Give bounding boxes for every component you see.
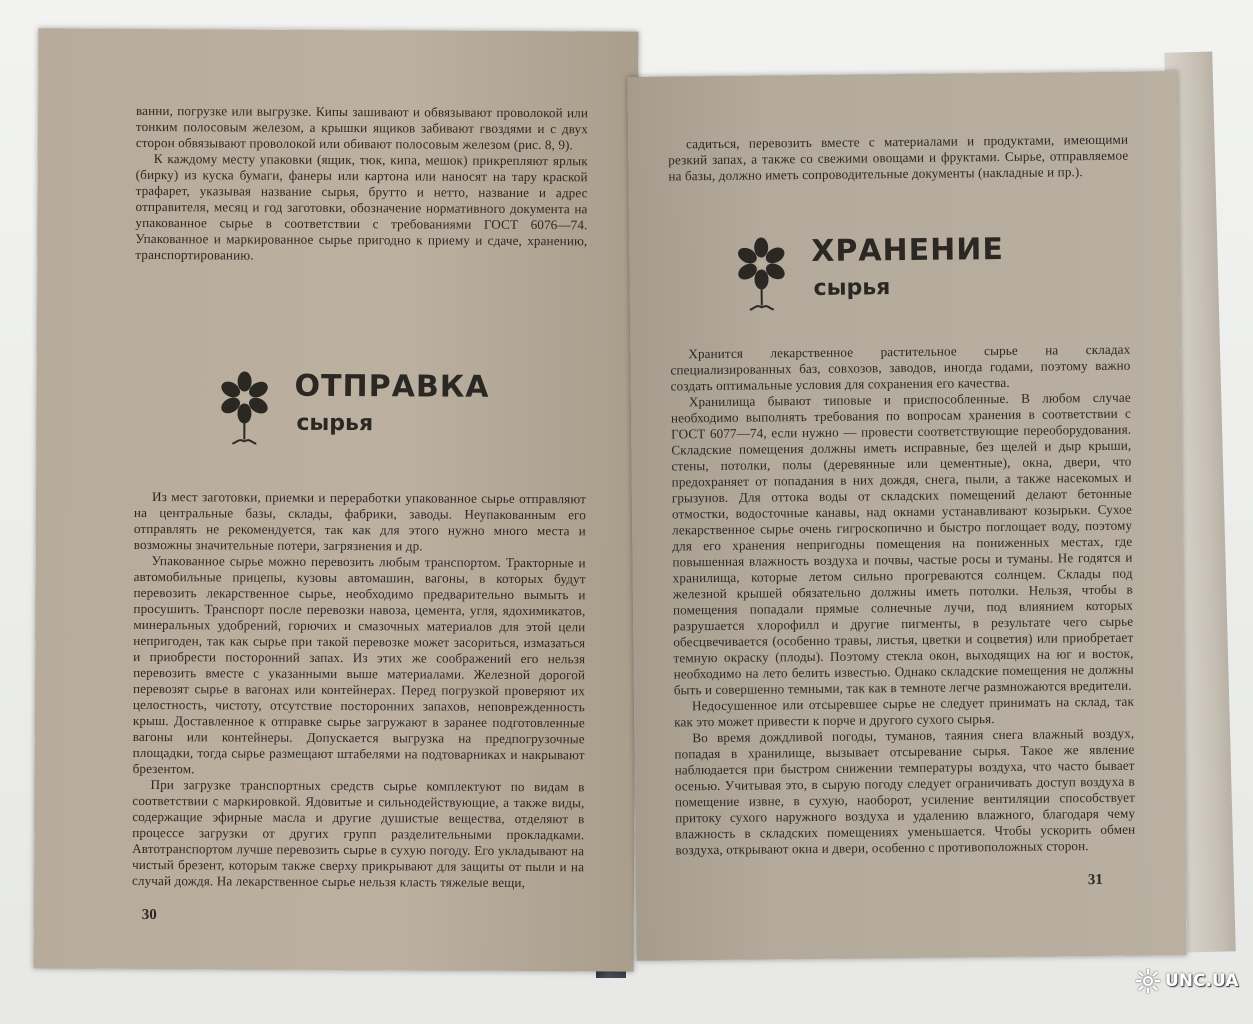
watermark (1135, 968, 1238, 994)
sun-logo-icon (1135, 968, 1161, 994)
section-title: ОТПРАВКА (294, 368, 490, 405)
flower-icon (733, 235, 790, 312)
left-page (34, 28, 639, 971)
section-title: ХРАНЕНИЕ (811, 231, 1005, 269)
left-section-heading (216, 369, 489, 446)
left-paragraph: Из мест заготовки, приемки и переработки упакованное сырье отправляют на центральные базы, склады, фабрики, заводы. Неупакованным его отправлять не рекомендуется, так как для этого нужно много места и возможны значительные потери, загрязнения и др. (133, 489, 587, 554)
right-page (627, 71, 1186, 961)
watermark-text: UNC.UA (1165, 971, 1239, 991)
left-paragraph: При загрузке транспортных средств сырье комплектуют по видам в соответствии с маркировкой. Ядовитые и сильнодействующие, а также виды, содержащие эфирные масла и другие душистые вещества, отделяют в процессе загрузки от других групп разделительными прокладками. Автотранспортом лучше перевозить сырье в сухую погоду. Его укладывают на чистый брезент, которым также сверху прикрывают для защиты от пыли и на случай дождя. На лекарственное сырье нельзя класть тяжелые вещи, (131, 777, 585, 890)
page-number: 30 (141, 906, 157, 924)
page-number: 31 (1087, 871, 1103, 889)
flower-icon (216, 369, 272, 445)
section-subtitle: сырья (296, 410, 374, 437)
right-paragraph: Хранилища бывают типовые и приспособленные. В любом случае необходимо выполнять требования по вопросам хранения в соответствии с ГОСТ 6077—74, если нужно — провести соответствующие переоборудования. Складские помещения должны иметь исправные, без щелей и дыр крыши, стены, потолки, полы (деревянные или цементные), окна, двери, что предохраняет от попадания в них дождя, снега, пыли, а также насекомых и грызунов. Для оттока воды от складских помещений делают бетонные отмостки, водосточные канавы, над окнами устанавливают козырьки. Сухое лекарственное сырье очень гигроскопично и быстро поглощает воду, поэтому для его хранения непригодны помещения на пониженных местах, где повышенная влажность воздуха и почвы, частые росы и туманы. Не годятся и хранилища, которые летом сильно прогреваются солнцем. Склады под железной крышей обязательно должны иметь потолки. Нельзя, чтобы в помещения попадали прямые солнечные лучи, под влиянием которых разрушается хлорофилл и другие пигменты, в результате чего сырье обесцвечивается (особенно травы, листья, цветки и соцветия) или приобретает темную окраску (плоды). Поэтому стекла окон, выходящих на юг и восток, необходимо на лето белить известью. Однако складские помещения не должны быть и совершенно темными, так как в темноте легче размножаются вредители. (670, 389, 1134, 698)
right-paragraph: Хранится лекарственное растительное сырье на складах специализированных баз, совхозов, заводов, иногда годами, поэтому важно создать оптимальные условия для сохранения его качества. (670, 341, 1131, 394)
right-body-text (670, 342, 1135, 859)
left-body-text (132, 489, 586, 891)
right-paragraph: садиться, перевозить вместе с материалами и продуктами, имеющими резкий запах, а также со свежими овощами и фруктами. Сырье, отправляемое на базы, должно иметь сопроводительные документы (накладные и пр.). (668, 131, 1129, 184)
right-paragraph: Во время дождливой погоды, туманов, таяния снега влажный воздух, попадая в хранилище, вызывает отсыревание сырья. Такое же явление наблюдается при быстром снижении температуры воздуха, что часто бывает осенью. Учитывая это, в сырую погоду следует ограничивать доступ воздуха в помещение извне, в сухую, наоборот, усиление вентиляции способствует притоку сухого наружного воздуха и удалению влажного, благодаря чему влажность в складских помещениях уменьшается. Чтобы ускорить обмен воздуха, открывают окна и двери, особенно с противоположных сторон. (674, 725, 1136, 858)
left-paragraph: ванни, погрузке или выгрузке. Кипы зашивают и обвязывают проволокой или тонким полосовым железом, а крышки ящиков забивают гвоздями и с двух сторон обвязывают проволокой или обивают полосовым железом (рис. 8, 9). (135, 102, 589, 153)
right-top-text (668, 132, 1128, 185)
left-paragraph: К каждому месту упаковки (ящик, тюк, кипа, мешок) прикрепляют ярлык (бирку) из куска бумаги, фанеры или картона или наносят на тару краской трафарет, указывая название сырья, брутто и нетто, название и адрес отправителя, месяц и год заготовки, обозначение нормативного документа на упакованное сырье в соответствии с требованиями ГОСТ 6076—74. Упакованное и маркированное сырье пригодно к приему и сдаче, хранению, транспортированию. (135, 151, 588, 263)
left-top-text (135, 103, 588, 265)
left-paragraph: Упакованное сырье можно перевозить любым транспортом. Тракторные и автомобильные прицепы, кузовы автомашин, вагоны, в которых будут перевозить лекарственное сырье, необходимо предварительно вымыть и просушить. Транспорт после перевозки навоза, цемента, угля, ядохимикатов, минеральных удобрений, горючих и смазочных материалов для этой цели непригоден, так как сырье при такой перевозке может засориться, измазаться и приобрести посторонний запах. Из этих же соображений его нельзя перевозить вместе с указанными выше материалами. Железной дорогой перевозят сырье в вагонах или контейнерах. Перед погрузкой проверяют их целостность, чистоту, отсутствие посторонних запахов, неповрежденность крыш. Доставленное к отправке сырье загружают в заранее подготовленные вагоны или контейнеры. Допускается выгрузка на предпогрузочные площадки, тогда сырье размещают штабелями на подтоварниках и накрывают брезентом. (132, 553, 586, 777)
right-paragraph: Недосушенное или отсыревшее сырье не следует принимать на склад, так как это может привести к порче и другого сухого сырья. (674, 693, 1135, 730)
section-subtitle: сырья (813, 275, 891, 301)
right-section-heading (733, 233, 1004, 312)
